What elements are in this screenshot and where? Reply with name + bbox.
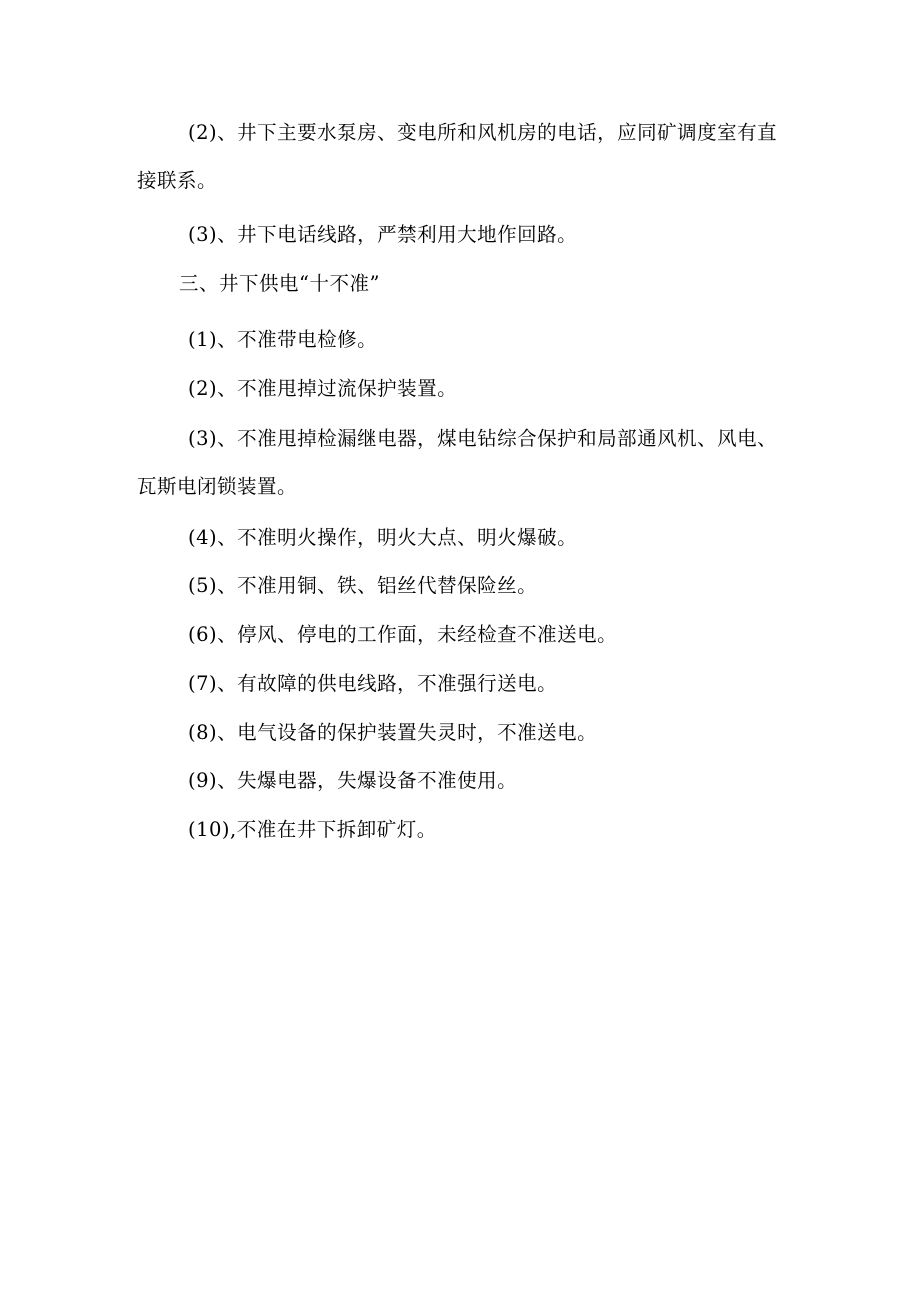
rule-item-7: (7)、有故障的供电线路，不准强行送电。	[188, 672, 558, 695]
rule-item-9: (9)、失爆电器，失爆设备不准使用。	[188, 769, 518, 792]
section-heading: 三、井下供电“十不准”	[179, 272, 380, 295]
paragraph-underground-phones: (2)、井下主要水泵房、变电所和风机房的电话，应同矿调度室有直接联系。	[137, 121, 778, 192]
rule-item-1: (1)、不准带电检修。	[188, 328, 378, 351]
rule-item-3: (3)、不准甩掉检漏继电器，煤电钻综合保护和局部通风机、风电、瓦斯电闭锁装置。	[137, 427, 778, 498]
rule-item-8: (8)、电气设备的保护装置失灵时，不准送电。	[188, 721, 598, 744]
paragraph-phone-lines: (3)、井下电话线路，严禁利用大地作回路。	[188, 223, 578, 246]
rule-item-2: (2)、不准甩掉过流保护装置。	[188, 377, 458, 400]
rule-item-10: (10),不准在井下拆卸矿灯。	[188, 818, 437, 841]
rule-item-4: (4)、不准明火操作，明火大点、明火爆破。	[188, 526, 578, 549]
rule-item-6: (6)、停风、停电的工作面，未经检查不准送电。	[188, 623, 618, 646]
rule-item-5: (5)、不准用铜、铁、铝丝代替保险丝。	[188, 574, 538, 597]
